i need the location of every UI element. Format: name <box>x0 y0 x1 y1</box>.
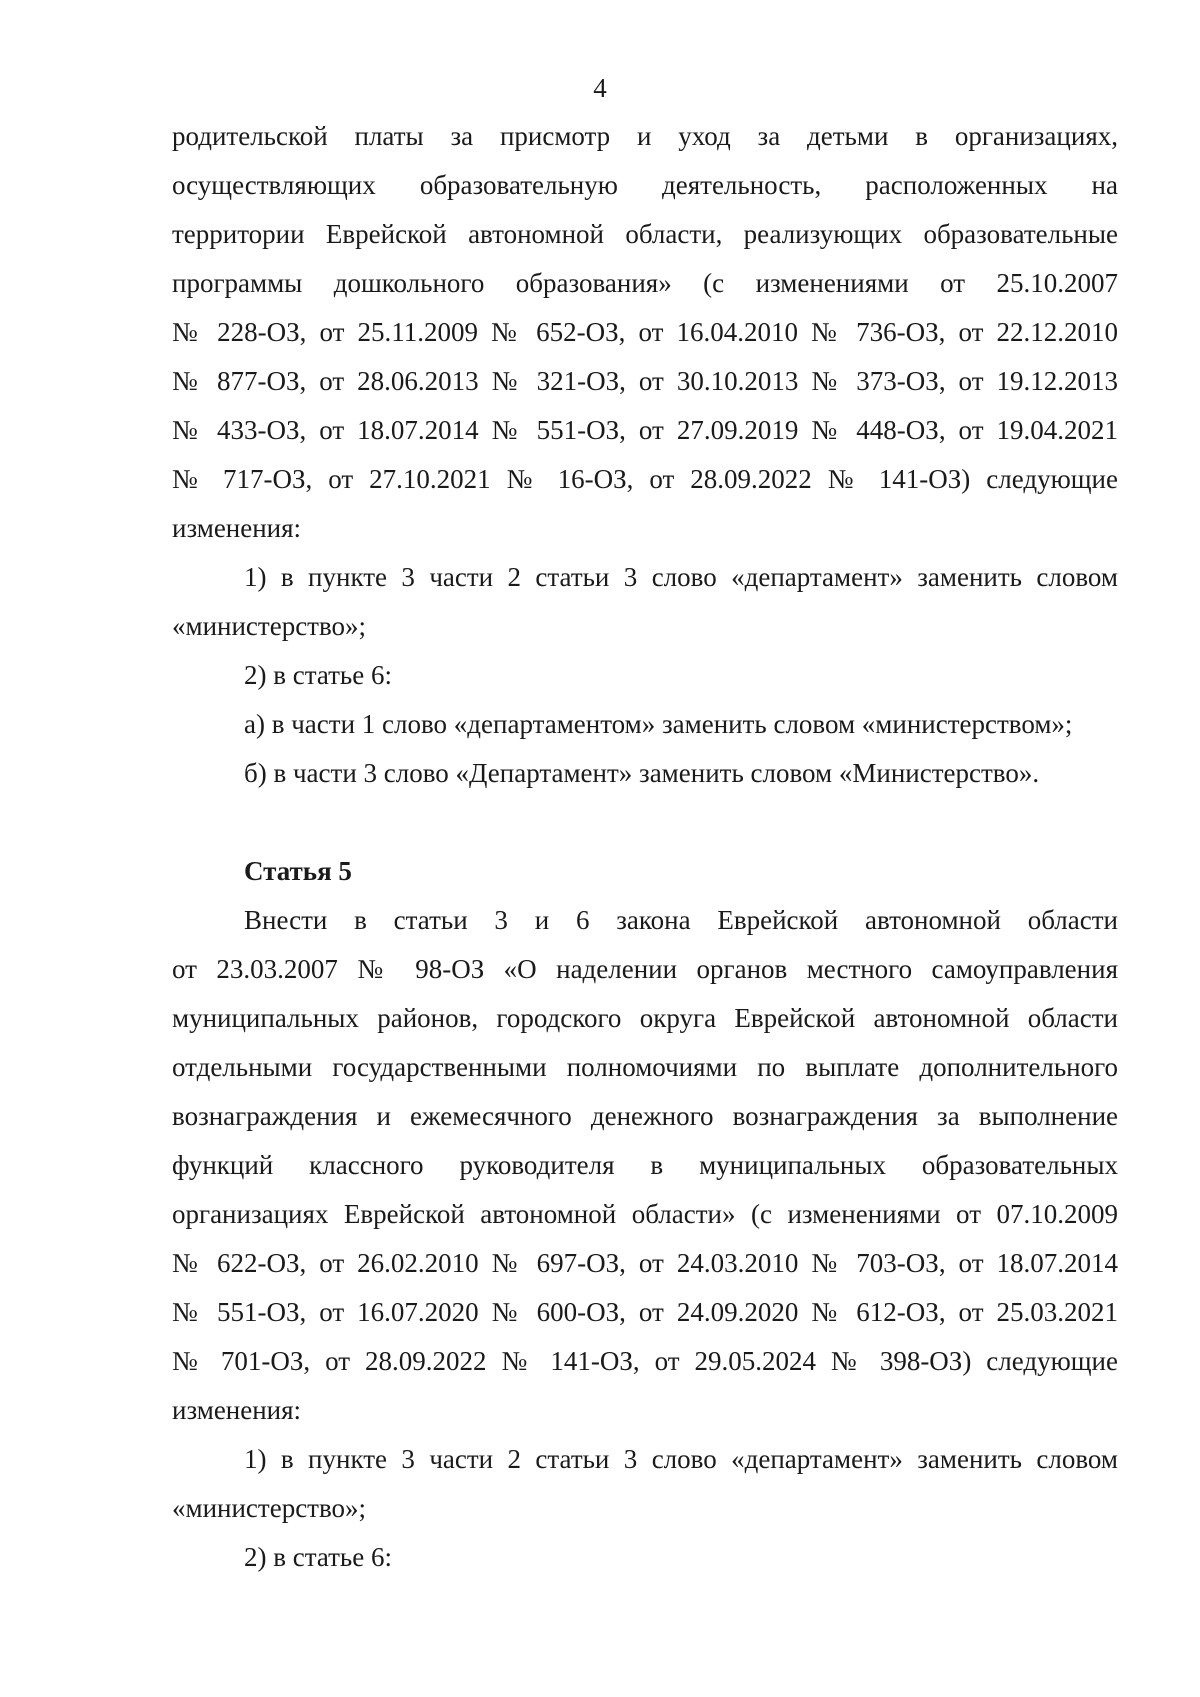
paragraph-line: функций классного руководителя в муниципальных образовательных <box>172 1150 1118 1180</box>
paragraph-line: 1) в пункте 3 части 2 статьи 3 слово «департамент» заменить словом <box>244 562 1118 592</box>
article-heading: Статья 5 <box>244 856 352 886</box>
paragraph-line: программы дошкольного образования» (с изменениями от 25.10.2007 <box>172 268 1118 298</box>
paragraph-line: вознаграждения и ежемесячного денежного вознаграждения за выполнение <box>172 1101 1118 1131</box>
spacer <box>172 798 1118 847</box>
paragraph-line: 1) в пункте 3 части 2 статьи 3 слово «департамент» заменить словом <box>244 1444 1118 1474</box>
continuation-paragraph <box>172 112 1118 553</box>
paragraph-line: от 23.03.2007 № 98-ОЗ «О наделении органов местного самоуправления <box>172 954 1118 984</box>
paragraph-line: отдельными государственными полномочиями по выплате дополнительного <box>172 1052 1118 1082</box>
article-5-amendment-item-1 <box>172 1435 1118 1533</box>
amendment-item-1 <box>172 553 1118 651</box>
paragraph-line: родительской платы за присмотр и уход за детьми в организациях, <box>172 121 1118 151</box>
paragraph-line: № 228-ОЗ, от 25.11.2009 № 652-ОЗ, от 16.04.2010 № 736-ОЗ, от 22.12.2010 <box>172 317 1118 347</box>
paragraph-line: № 877-ОЗ, от 28.06.2013 № 321-ОЗ, от 30.10.2013 № 373-ОЗ, от 19.12.2013 <box>172 366 1118 396</box>
paragraph-line: «министерство»; <box>172 1493 367 1523</box>
paragraph-line: изменения: <box>172 513 302 543</box>
paragraph-line: № 551-ОЗ, от 16.07.2020 № 600-ОЗ, от 24.09.2020 № 612-ОЗ, от 25.03.2021 <box>172 1297 1118 1327</box>
paragraph-line: № 433-ОЗ, от 18.07.2014 № 551-ОЗ, от 27.09.2019 № 448-ОЗ, от 19.04.2021 <box>172 415 1118 445</box>
paragraph-line: № 717-ОЗ, от 27.10.2021 № 16-ОЗ, от 28.09.2022 № 141-ОЗ) следующие <box>172 464 1118 494</box>
paragraph-line: осуществляющих образовательную деятельность, расположенных на <box>172 170 1118 200</box>
article-5-amendment-item-2: 2) в статье 6: <box>244 1542 392 1572</box>
paragraph-line: территории Еврейской автономной области, реализующих образовательные <box>172 219 1118 249</box>
amendment-item-2: 2) в статье 6: <box>244 660 392 690</box>
paragraph-line: Внести в статьи 3 и 6 закона Еврейской автономной области <box>244 905 1118 935</box>
paragraph-line: организациях Еврейской автономной области» (с изменениями от 07.10.2009 <box>172 1199 1118 1229</box>
page-number: 4 <box>593 73 607 103</box>
paragraph-line: № 701-ОЗ, от 28.09.2022 № 141-ОЗ, от 29.05.2024 № 398-ОЗ) следующие <box>172 1346 1118 1376</box>
paragraph-line: муниципальных районов, городского округа Еврейской автономной области <box>172 1003 1118 1033</box>
paragraph-line: № 622-ОЗ, от 26.02.2010 № 697-ОЗ, от 24.03.2010 № 703-ОЗ, от 18.07.2014 <box>172 1248 1118 1278</box>
document-body <box>172 112 1118 1582</box>
article-5-paragraph <box>172 896 1118 1435</box>
amendment-subitem-a: а) в части 1 слово «департаментом» заменить словом «министерством»; <box>244 709 1073 739</box>
paragraph-line: изменения: <box>172 1395 302 1425</box>
amendment-subitem-b: б) в части 3 слово «Департамент» заменить словом «Министерство». <box>244 758 1040 788</box>
paragraph-line: «министерство»; <box>172 611 367 641</box>
